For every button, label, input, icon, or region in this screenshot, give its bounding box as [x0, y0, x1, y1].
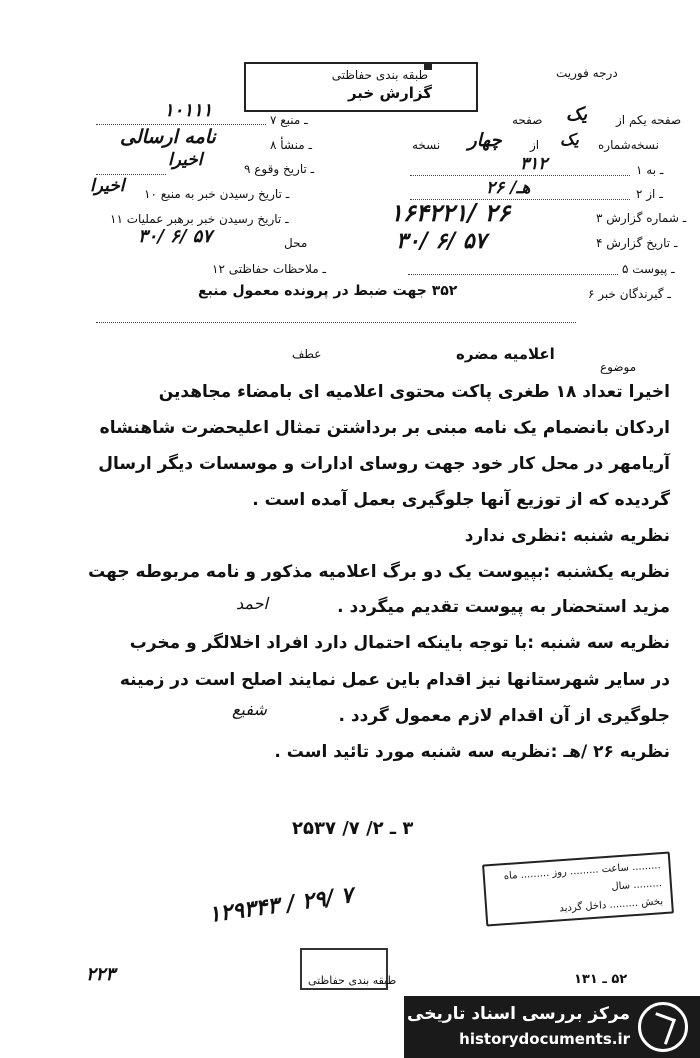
- copy-label: نسخه‌شماره: [598, 138, 659, 152]
- body-line: جلوگیری از آن اقدام لازم معمول گردد .: [338, 706, 670, 726]
- copy-value: یک: [560, 130, 579, 149]
- brand-name: مرکز بررسی اسناد تاریخی: [407, 1004, 630, 1024]
- bottom-classification: طبقه بندی حفاظتی: [308, 974, 397, 987]
- field1-label: ۱ ـ به: [636, 163, 664, 177]
- body-line: اردکان بانضمام یک نامه مبنی بر برداشتن تمثال اعلیحضرت شاهنشاه: [99, 418, 670, 438]
- body-line: نظریه یکشنبه :بپیوست یک دو برگ اعلامیه مذکور و نامه مربوطه جهت: [88, 562, 670, 582]
- report-title-stamp: [244, 62, 478, 112]
- report-title: گزارش خبر: [347, 84, 432, 102]
- initials-signature-2: شفیع: [232, 700, 267, 719]
- field5-line: [408, 274, 618, 275]
- field8-label: ۸ ـ منشأ: [270, 138, 313, 152]
- field8-value: نامه ارسالی: [120, 126, 216, 148]
- bottom-left-number: ۲۲۳: [86, 964, 116, 985]
- copy-of: از: [530, 138, 540, 152]
- registry-handwritten: ۱۲۹۳۴۳ / ۲۹/ ۷: [206, 882, 355, 928]
- field4-value: ۳۰/ ۶/ ۵۷: [396, 228, 487, 254]
- field3-label: ۳ ـ شماره گزارش: [596, 211, 687, 225]
- field1-value: ۳۱۲: [520, 154, 548, 174]
- classification-stamp-label: طبقه بندی حفاظتی: [331, 68, 428, 82]
- receipt-stamp-line1: ساعت ......... روز ......... ماه .........: [503, 860, 661, 883]
- field9-line: [96, 174, 166, 175]
- field9-value: اخیرا: [168, 150, 203, 170]
- field6-label: ۶ ـ گیرندگان خبر: [588, 287, 671, 301]
- field2-value: ۲۶ /هـ: [486, 178, 531, 198]
- field7-line: [96, 124, 266, 125]
- field12-label: ۱۲ ـ ملاحظات حفاظتی: [212, 262, 326, 276]
- field11-value: ۳۰/ ۶/ ۵۷: [138, 226, 213, 247]
- body-line: اخیرا تعداد ۱۸ طغری پاکت محتوی اعلامیه ای بامضاء مجاهدین: [158, 382, 670, 402]
- receipt-stamp-line2: سال .........: [611, 878, 663, 893]
- field1-line: [410, 175, 630, 176]
- initials-signature-1: احمد: [236, 594, 268, 613]
- body-line: مزید استحضار به پیوست تقدیم میگردد .: [337, 597, 670, 617]
- body-line: گردیده که از توزیع آنها جلوگیری بعمل آمده است .: [252, 490, 670, 510]
- subject-value: اعلامیه مضره: [456, 345, 555, 363]
- watermark-footer: [404, 996, 700, 1058]
- body-line: در سایر شهرستانها نیز اقدام باین عمل نمایند اصلح است در زمینه: [119, 670, 670, 690]
- subject-label: موضوع: [600, 360, 637, 374]
- archive-logo-icon: [638, 1002, 688, 1052]
- field9-label: ۹ ـ تاریخ وقوع: [244, 162, 315, 176]
- field7-value: ۱۰۱۱۱: [164, 100, 213, 121]
- field3-value: ۱۶۴۲۲۱/ ۲۶: [390, 198, 511, 227]
- field11-place-label: محل: [284, 236, 308, 250]
- body-line: نظریه شنبه :نظری ندارد: [464, 526, 670, 546]
- receipt-stamp: [482, 852, 674, 927]
- atf-label: عطف: [292, 347, 322, 361]
- form-number: ۵۲ ـ ۱۳۱: [574, 972, 628, 987]
- brand-url: historydocuments.ir: [459, 1030, 630, 1048]
- page-label: صفحه یکم از: [616, 113, 682, 127]
- field11-label: ۱۱ ـ تاریخ رسیدن خبر برهبر عملیات: [110, 212, 289, 226]
- copy-total: چهار: [468, 130, 502, 151]
- receipt-stamp-line3: بخش ......... داخل گردید: [559, 896, 664, 915]
- field2-label: ۲ ـ از: [636, 187, 663, 201]
- copy-suffix: نسخه: [412, 138, 441, 152]
- field10-label: ۱۰ ـ تاریخ رسیدن خبر به منبع: [144, 187, 290, 201]
- urgency-label: درجه فوریت: [556, 66, 618, 80]
- date-stamp: ۳ ـ ۲/ ۷/ ۲۵۳۷: [292, 818, 414, 839]
- field6-extra-line: [96, 322, 576, 323]
- field6-value: ۳۵۲ جهت ضبط در پرونده معمول منبع: [198, 283, 458, 299]
- body-line: نظریه سه شنبه :با توجه باینکه احتمال دارد افراد اخلالگر و مخرب: [129, 633, 670, 653]
- field10-value: اخیرا: [90, 176, 125, 196]
- page-suffix: صفحه: [512, 113, 543, 127]
- field4-label: ۴ ـ تاریخ گزارش: [596, 236, 678, 250]
- field7-label: ۷ ـ منبع: [270, 113, 308, 127]
- field5-label: ۵ ـ پیوست: [622, 262, 675, 276]
- body-line: نظریه ۲۶ /هـ :نظریه سه شنبه مورد تائید است .: [274, 742, 670, 762]
- page-value: یک: [566, 104, 588, 125]
- body-line: آریامهر در محل کار خود جهت روسای ادارات و موسسات دیگر ارسال: [98, 454, 670, 474]
